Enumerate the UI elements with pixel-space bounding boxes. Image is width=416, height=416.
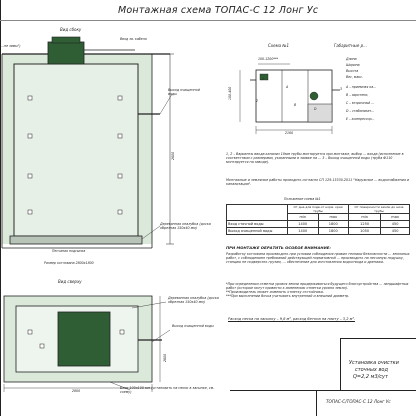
legend-item: A – приемная ка...: [346, 85, 377, 89]
title-stamp: [340, 338, 416, 391]
th-from-surface: От поверхности земли до низа трубы: [349, 205, 410, 214]
cell: Выход очищенной воды: [227, 228, 288, 235]
scheme1-letter-3: 3: [340, 87, 343, 91]
th-min: min: [288, 214, 319, 221]
stamp-divider: [316, 390, 317, 416]
dims-line: Ширина: [346, 63, 360, 67]
th-min: min: [349, 214, 381, 221]
warning-title: ПРИ МОНТАЖЕ ОБРАТИТЬ ОСОБОЕ ВНИМАНИЕ:: [226, 245, 331, 250]
dims-line: Длина: [346, 57, 357, 61]
stamp-line2: сточных вод: [355, 367, 388, 373]
stamp-product: ТОПАС-С/ТОПАС-С 12 Лонг Ус: [326, 399, 391, 404]
scheme1-dim-top: 100-1200***: [258, 57, 279, 61]
scheme1-letter-d: D: [314, 107, 317, 111]
table-caption: Положение схема №1: [284, 197, 321, 201]
dims-heading: Габаритные р...: [334, 43, 367, 48]
side-tank-neck: [48, 42, 84, 64]
top-view-label: Вид сверху: [58, 279, 82, 284]
pipe-note: Монтажные и земляные работы проводить согласно СП 129.13330.2011 "Наружные ... водоснабжения и канализации".: [226, 178, 410, 186]
side-inlet-label: Ввод за. кабеля: [120, 37, 147, 41]
cell: 450: [381, 228, 410, 235]
side-height-dim: 2600: [171, 151, 175, 160]
scheme1-dim-side: 100-400: [228, 86, 232, 100]
side-view-label: Вид сбоку: [60, 27, 82, 32]
th-from-bottom: От дна для подв.от норм. края трубы: [288, 205, 349, 214]
footnote: *При определении отметки уровня земли придерживаться будущего благоустройства ... ландшафтных работ (которые могут привести к изменению отметки уровня земли).: [226, 282, 409, 290]
side-top-left-note: ...не зимы"): [1, 44, 21, 48]
footnotes: [226, 282, 414, 298]
cell: 1250: [349, 221, 381, 228]
cell: 450: [381, 221, 410, 228]
top-footer-note: Блок 100х100 мм (установить на песок в засыпке, см. схему): [120, 386, 215, 394]
stamp-bottom-rule: [230, 390, 416, 391]
cell: 1800: [318, 221, 349, 228]
th-max: max: [381, 214, 410, 221]
side-sand-label: Песчаная подсыпка: [52, 249, 86, 253]
dims-line: Высота: [346, 69, 359, 73]
th-max: max: [318, 214, 349, 221]
sand-volume: Расход песка на засыпку – 9,8 м³, расход бетона на плиту – 3,2 м³.: [228, 317, 355, 321]
side-view-drawing: [0, 34, 200, 274]
cell: 1800: [318, 228, 349, 235]
table-row: [227, 221, 410, 228]
legend-item: D – стабилизат...: [346, 109, 375, 113]
scheme1-letter-b: B: [294, 103, 297, 107]
scheme1-letter-2: 2: [256, 99, 259, 103]
side-outlet-label: Выход очищенной воды: [168, 88, 200, 96]
pipe-table: [226, 204, 410, 235]
th-empty: [227, 205, 288, 221]
warning-text: Разработку котлована производить при условии соблюдения правил техники безопасности ... земляных работ, с соблюдением требований действующей нормативной ... производить на песчаную подушку, станцию не подвергать грузам, ... обеспечение для изготовления водоотвода и дренажа.: [226, 252, 410, 264]
stamp-line3: Q=2,2 м3/сут: [353, 374, 388, 380]
cell: 1400: [288, 228, 319, 235]
scheme-note: 1, 2 – Варианты ввода канализ 10мм трубы монтируется при монтаже, выбор ... входа (исполнение в соответствии с размерами, указанными в заявке на ... 3 – Выход очищенной воды (труба Ф110 монтируется на заводе).: [226, 152, 404, 164]
table-row: [227, 228, 410, 235]
stamp-line1: Установка очистки: [349, 360, 399, 366]
cell: 1050: [349, 228, 381, 235]
scheme1-letter-1: 1: [262, 77, 265, 81]
dims-line: Вес, макс.: [346, 75, 363, 79]
scheme1-letter-a: A: [286, 85, 289, 89]
top-cover: [58, 312, 110, 366]
footnote: **Производитель может изменить отметку отстойника.: [226, 290, 324, 294]
legend-item: E – компрессор...: [346, 117, 375, 121]
cell: Вход сточной воды: [227, 221, 288, 228]
top-dim-side: 2800: [163, 353, 167, 362]
side-pit-size: Размер котлована 2800х1800: [44, 261, 94, 265]
top-dim-bottom: 2800: [72, 389, 81, 393]
legend-item: B – аэротенк;: [346, 93, 369, 97]
top-slab-label: Деревянная опалубка (доска обрезная 150х40 мм): [168, 296, 219, 304]
page-title: Монтажная схема ТОПАС-С 12 Лонг Ус: [118, 5, 319, 16]
top-outlet-label: Выход очищенной воды: [172, 324, 214, 328]
cell: 1400: [288, 221, 319, 228]
side-slab: [10, 236, 142, 244]
scheme1-label: Схема №1: [268, 43, 290, 48]
footnote: ***При выполнении бочка учитывать внутренний и внешний диаметр.: [226, 294, 350, 298]
side-slab-label: Деревянная опалубка (доска обрезная 150х40 мм): [160, 222, 211, 230]
legend-item: C – вторичный ...: [346, 101, 375, 105]
frame-top-rule: [0, 20, 416, 21]
scheme1-dim-bottom: 2160: [285, 131, 294, 135]
